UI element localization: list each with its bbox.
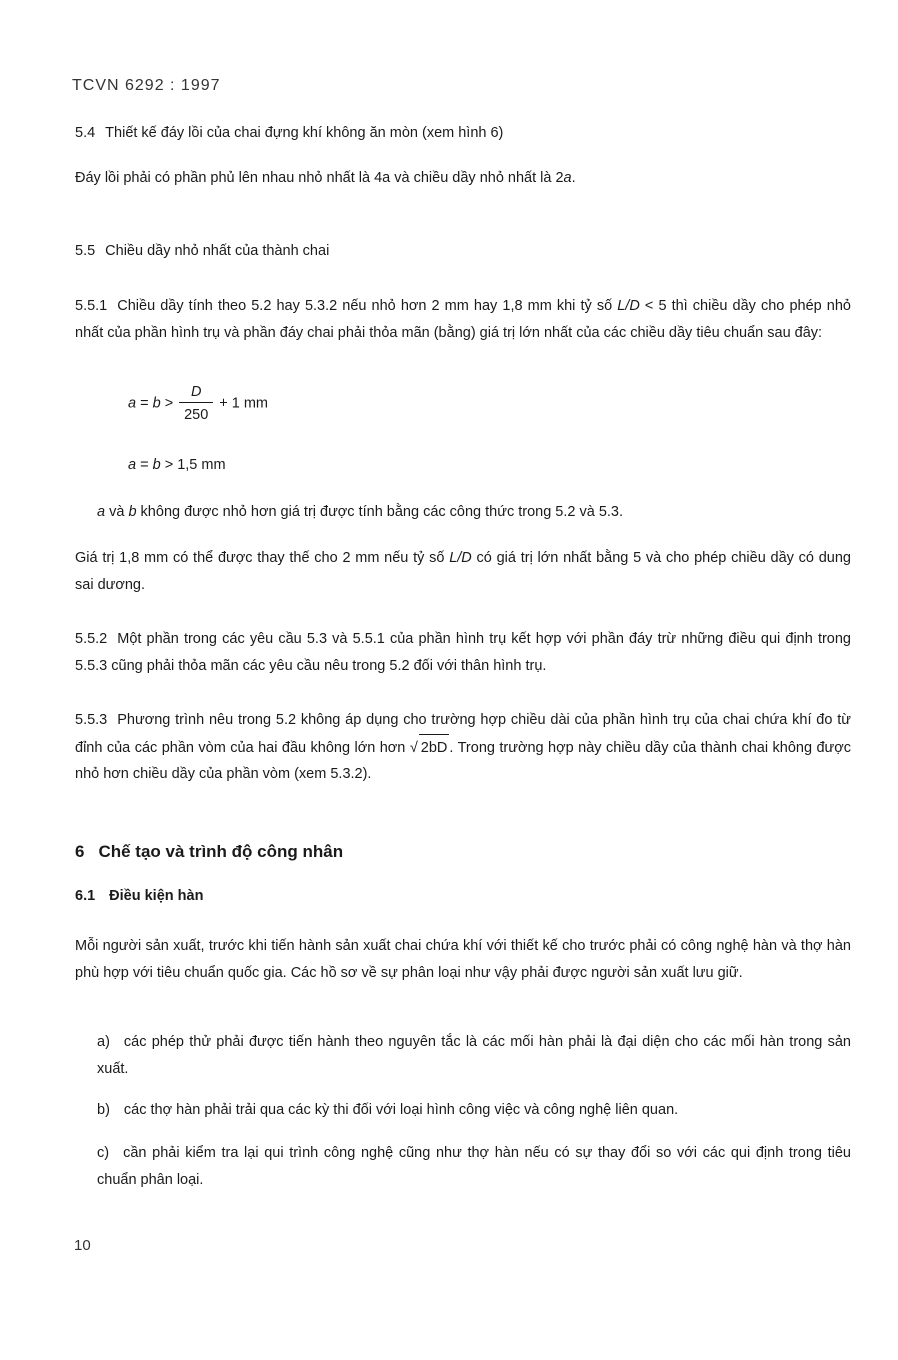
section-title: Điều kiện hàn <box>109 888 204 904</box>
section-number: 5.4 <box>75 125 96 141</box>
section-6-heading <box>75 842 343 862</box>
list-item-label: a) <box>97 1034 110 1050</box>
list-item-label: b) <box>97 1102 110 1118</box>
page-number: 10 <box>74 1237 91 1254</box>
fraction-numerator: D <box>190 384 202 400</box>
section-number: 5.5 <box>75 243 96 259</box>
section-number: 6 <box>75 842 85 861</box>
section-6-1-heading <box>75 888 203 904</box>
sqrt-expression: √ 2bD <box>410 740 450 756</box>
note-1-8-mm: Giá trị 1,8 mm có thể được thay thế cho 2 mm nếu tỷ số L/D có giá trị lớn nhất bằng 5 và cho phép chiều dầy có dung sai dương. <box>75 550 851 593</box>
section-6-1-body: Mỗi người sản xuất, trước khi tiến hành sản xuất chai chứa khí với thiết kế cho trước phải có công nghệ hàn và thợ hàn phù hợp với tiêu chuẩn quốc gia. Các hồ sơ về sự phân loại như vậy phải được người sản xuất lưu giữ. <box>75 938 851 981</box>
section-title: Thiết kế đáy lồi của chai đựng khí không ăn mòn (xem hình 6) <box>105 125 504 141</box>
section-number: 6.1 <box>75 888 96 904</box>
section-5-5-heading <box>75 238 851 265</box>
section-number: 5.5.2 <box>75 631 108 647</box>
section-5-5-1: 5.5.1 Chiều dầy tính theo 5.2 hay 5.3.2 nếu nhỏ hơn 2 mm hay 1,8 mm khi tỷ số L/D < 5 thì chiều dầy cho phép nhỏ nhất của phần hình trụ và phần đáy chai phải thỏa mãn (bằng) giá trị lớn nhất của các chiều dầy tiêu chuẩn sau đây: <box>75 298 851 341</box>
list-item-c <box>97 1140 851 1193</box>
page-header: TCVN 6292 : 1997 <box>72 77 221 94</box>
section-title: Chế tạo và trình độ công nhân <box>98 842 344 861</box>
section-5-5-3: 5.5.3 Phương trình nêu trong 5.2 không áp dụng cho trường hợp chiều dài của phần hình trụ của chai chứa khí đo từ đỉnh của các phần vòm của hai đầu không lớn hơn √ 2bD . Trong trường hợp này chiều dầy của thành chai không được nhỏ hơn chiều dầy của phần vòm (xem 5.3.2). <box>75 712 851 782</box>
list-item-text: các thợ hàn phải trải qua các kỳ thi đối với loại hình công việc và công nghệ liên quan. <box>123 1102 679 1118</box>
formula-min-thickness-d: a = b > $\frac{D}{250}$ + 1 mm <box>128 384 268 423</box>
note-a-b: a và b không được nhỏ hơn giá trị được tính bằng các công thức trong 5.2 và 5.3. <box>97 504 624 520</box>
section-5-5-2: 5.5.2 Một phần trong các yêu cầu 5.3 và 5.5.1 của phần hình trụ kết hợp với phần đáy trừ những điều qui định trong 5.5.3 cũng phải thỏa mãn các yêu cầu nêu trong 5.2 đối với thân hình trụ. <box>75 631 851 674</box>
fraction <box>179 384 213 423</box>
list-item-a <box>97 1029 851 1082</box>
list-item-text: cần phải kiểm tra lại qui trình công nghệ cũng như thợ hàn nếu có sự thay đổi so với các qui định trong tiêu chuẩn phân loại. <box>97 1145 851 1188</box>
section-title: Chiều dầy nhỏ nhất của thành chai <box>105 243 330 259</box>
list-item-label: c) <box>97 1145 110 1161</box>
section-number: 5.5.3 <box>75 712 108 728</box>
section-number: 5.5.1 <box>75 298 108 314</box>
section-5-4-heading <box>75 120 851 147</box>
list-item-text: các phép thử phải được tiến hành theo nguyên tắc là các mối hàn phải là đại diện cho các mối hàn trong sản xuất. <box>97 1034 851 1077</box>
list-item-b <box>97 1097 851 1124</box>
formula-min-thickness-const: a = b > 1,5 mm <box>128 457 226 473</box>
fraction-denominator: 250 <box>184 407 209 423</box>
section-5-4-body: Đáy lồi phải có phần phủ lên nhau nhỏ nhất là 4a và chiều dầy nhỏ nhất là 2a. <box>75 170 576 186</box>
